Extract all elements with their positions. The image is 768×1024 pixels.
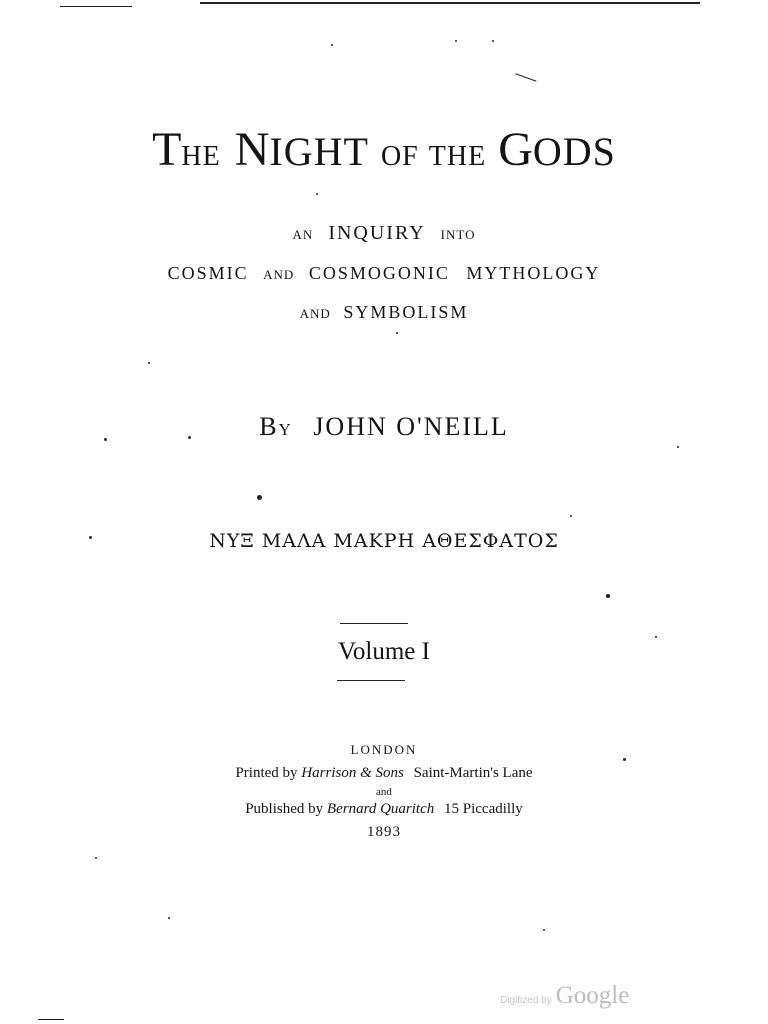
title-cap-g: G [498,123,533,176]
scan-edge-mark-right [200,2,700,4]
volume-rule-top [340,623,408,624]
author-line [0,412,768,442]
subtitle-word-and-2: AND [299,306,331,321]
imprint-printer-address: Saint-Martin's Lane [413,765,533,781]
digitized-by-watermark [500,982,629,1010]
volume-label: Volume I [338,638,430,665]
subtitle-word-an: AN [292,227,314,242]
imprint-and: and [376,786,392,798]
imprint-publisher-address: 15 Piccadilly [444,801,523,817]
volume-rule-bottom [337,680,405,681]
title-word-the-2: THE [428,141,487,172]
scan-speck [570,515,572,517]
scan-speck [188,436,191,439]
scan-stroke [38,1019,64,1020]
title-word-the: HE [181,141,221,172]
imprint-publisher: Bernard Quaritch [326,801,435,817]
book-title [0,122,768,177]
scan-speck [104,438,107,441]
author-by-cap: B [259,412,279,441]
imprint-year: 1893 [367,824,401,840]
subtitle-line-2 [0,263,768,284]
author-by-rest: Y [278,420,293,439]
subtitle-word-inquiry: INQUIRY [328,222,426,244]
scan-speck [331,44,333,46]
subtitle-word-cosmic: COSMIC [167,263,249,283]
scan-speck [257,495,262,500]
subtitle-word-into: INTO [440,227,476,242]
scan-speck [455,40,457,42]
imprint-published-line [0,801,768,818]
title-cap-n: N [234,123,270,176]
subtitle-word-cosmogonic: COSMOGONIC [308,263,450,283]
subtitle-word-and: AND [263,267,295,282]
scan-speck [168,917,170,919]
scan-speck [623,758,626,761]
scan-speck [95,857,97,859]
scan-speck [606,594,610,598]
scan-edge-mark-left [60,6,132,7]
watermark-digitized-by: Digitized by [500,995,552,1006]
watermark-google-logo: Google [555,982,630,1009]
imprint-printer: Harrison & Sons [301,765,404,781]
scan-speck [543,929,545,931]
imprint-published-by-label: Published by [245,801,324,817]
scan-speck [655,636,657,638]
subtitle-line-1 [0,222,768,245]
subtitle-word-symbolism: SYMBOLISM [343,302,469,322]
subtitle-line-3 [0,302,768,323]
title-word-night: IGHT [269,129,369,174]
title-word-gods: ODS [532,129,616,174]
scan-speck [492,40,494,42]
title-word-of: OF [380,141,419,172]
imprint-printed-by-label: Printed by [235,765,298,781]
scan-speck [148,362,150,364]
author-name: JOHN O'NEILL [313,412,509,441]
subtitle-word-mythology: MYTHOLOGY [466,263,601,283]
scan-speck [89,536,92,539]
scan-speck [677,446,679,448]
greek-epigraph: ΝΥΞ ΜΑΛΑ ΜΑΚΡΗ ΑΘΕΣΦΑΤΟΣ [209,530,559,552]
imprint-printed-line [0,765,768,782]
scan-speck [316,193,318,195]
scan-stroke [515,73,536,81]
title-cap-t: T [152,123,182,176]
imprint-city: LONDON [350,742,418,757]
scan-speck [396,332,398,334]
